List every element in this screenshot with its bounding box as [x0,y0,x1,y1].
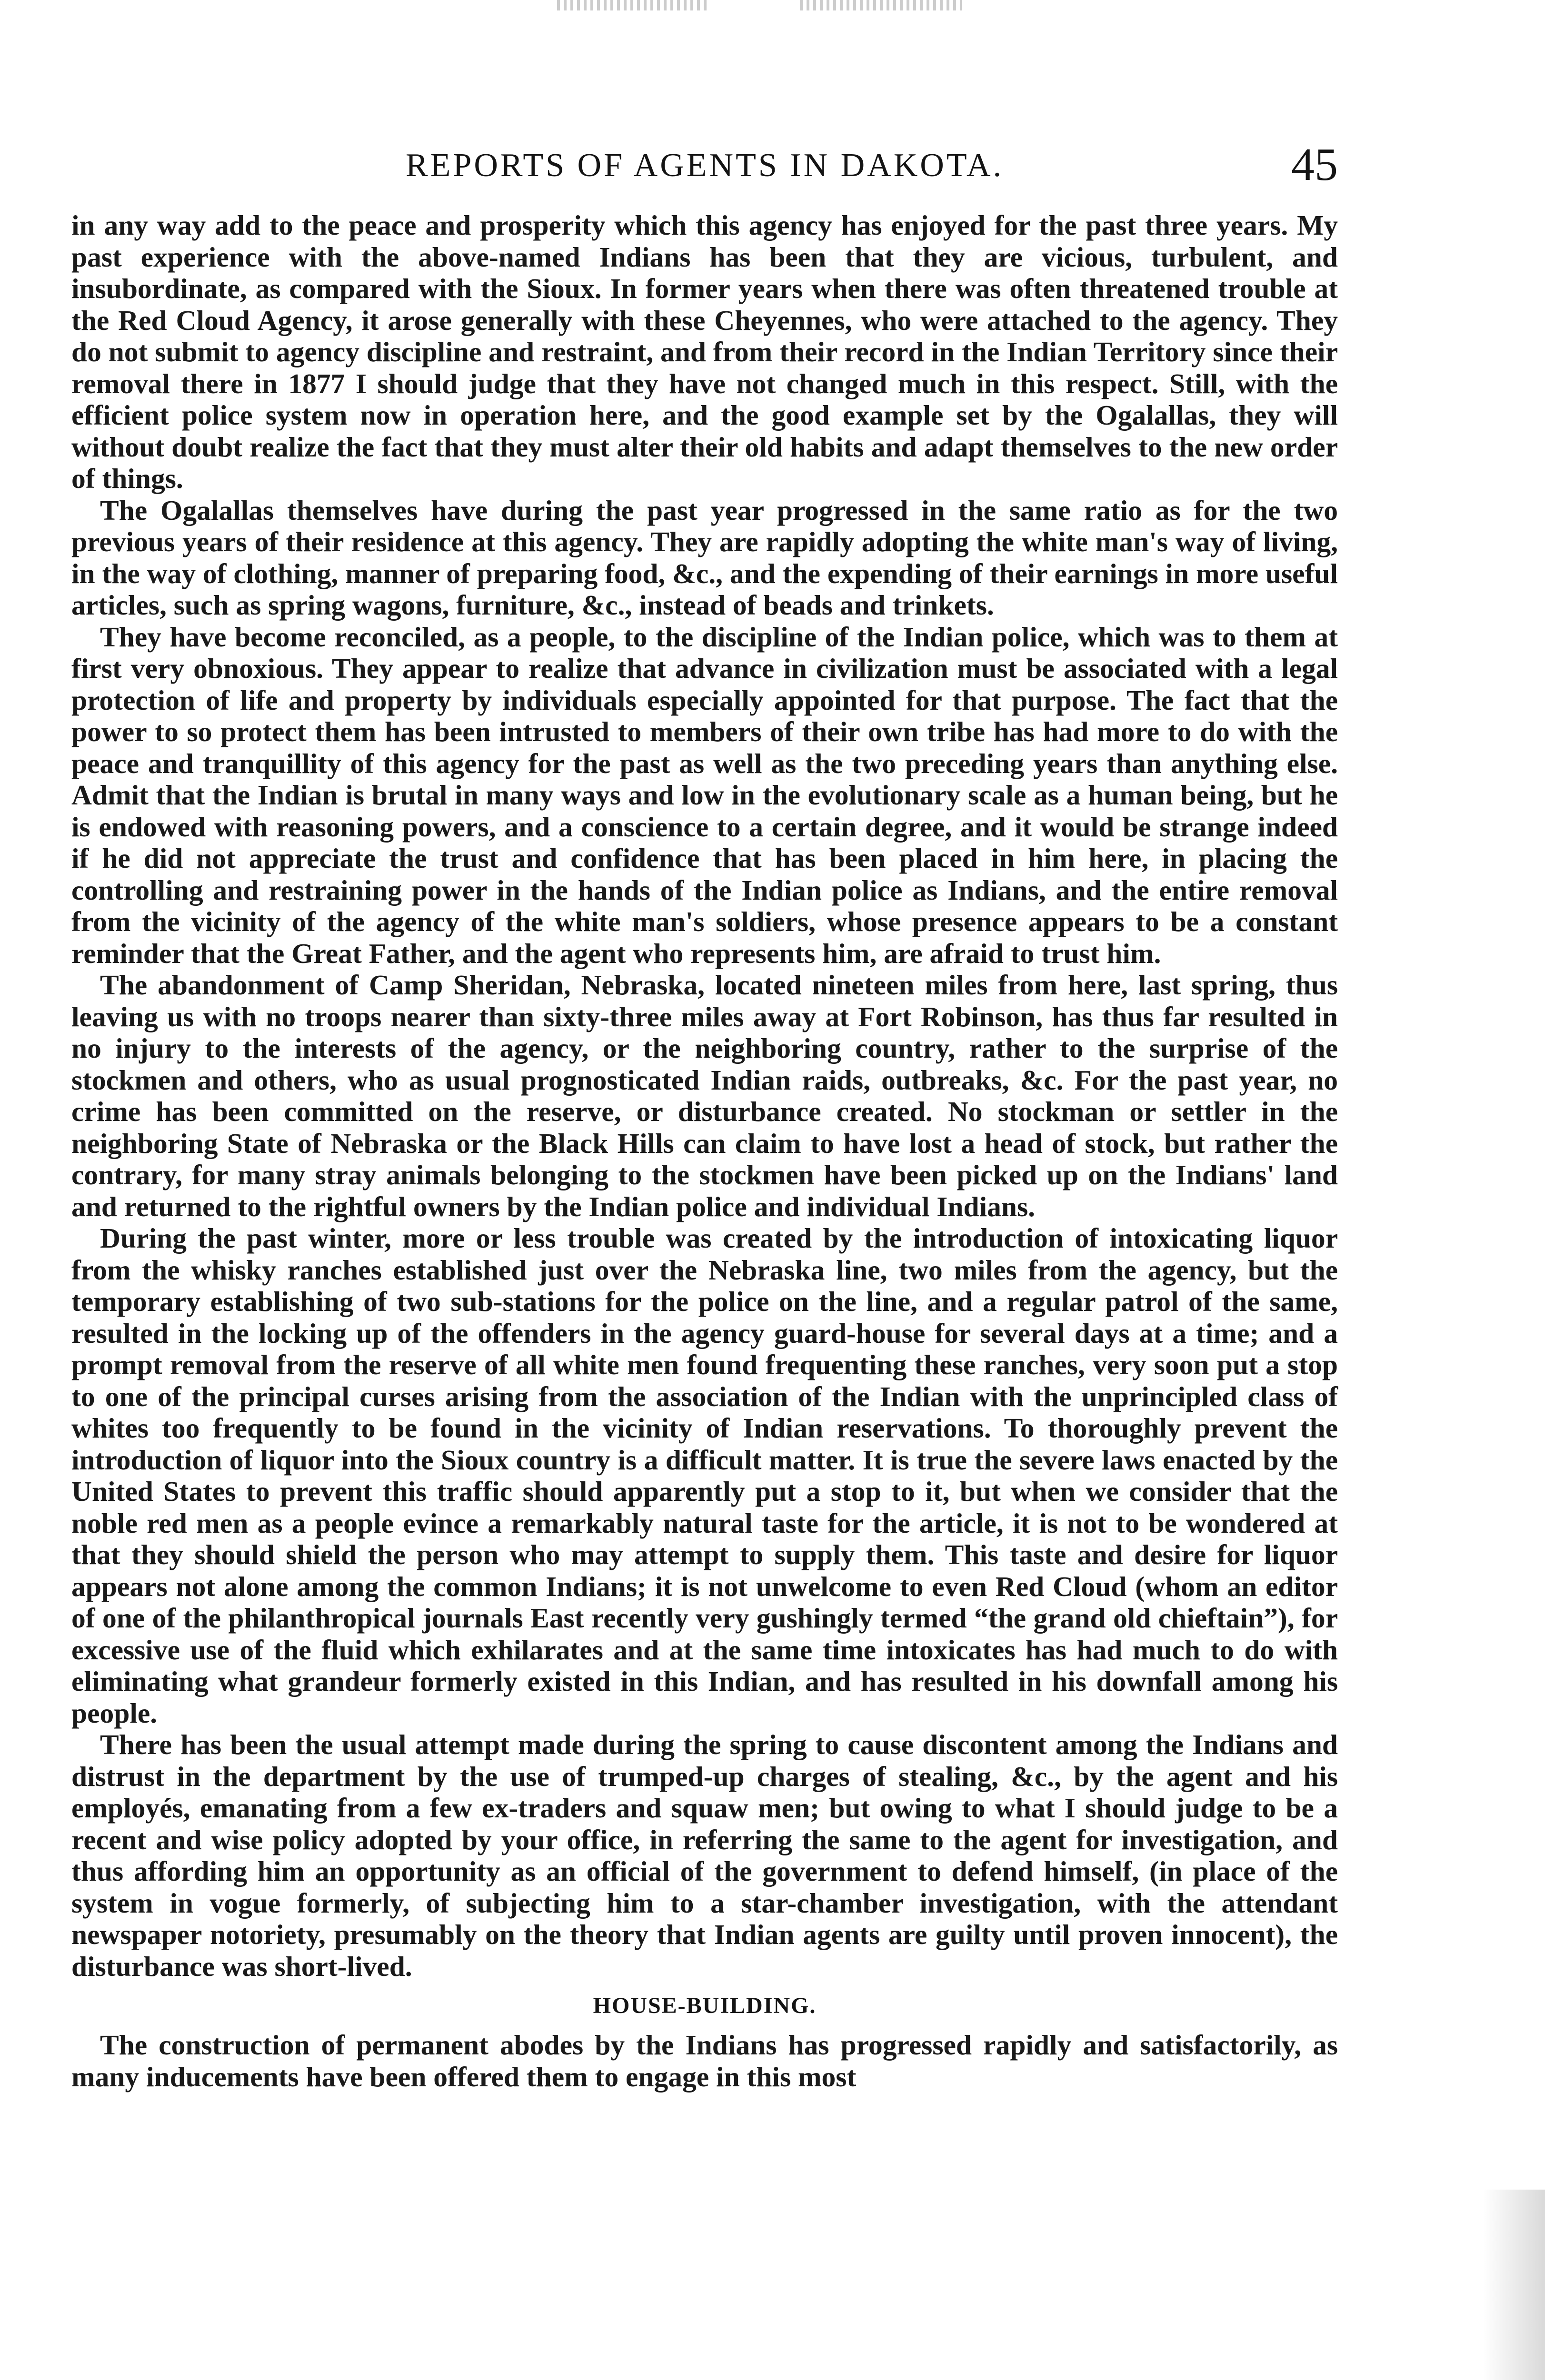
body-text [71,209,1338,2092]
paragraph-5: During the past winter, more or less trouble was created by the introduction of intoxicating liquor from the whisky ranches established just over the Nebraska line, two miles from the agency, but the temporary establishing of two sub-stations for the police on the line, and a regular patrol of the same, resulted in the locking up of the offenders in the agency guard-house for several days at a time; and a prompt removal from the reserve of all white men found frequenting these ranches, very soon put a stop to one of the principal curses arising from the association of the Indian with the unprincipled class of whites too frequently to be found in the vicinity of Indian reservations. To thoroughly prevent the introduction of liquor into the Sioux country is a difficult matter. It is true the severe laws enacted by the United States to prevent this traffic should apparently put a stop to it, but when we consider that the noble red men as a people evince a remarkably natural taste for the article, it is not to be wondered at that they should shield the person who may attempt to supply them. This taste and desire for liquor appears not alone among the common Indians; it is not unwelcome to even Red Cloud (whom an editor of one of the philanthropical journals East recently very gushingly termed “the grand old chieftain”), for excessive use of the fluid which exhilarates and at the same time intoxicates has had much to do with eliminating what grandeur formerly existed in this Indian, and has resulted in his downfall among his people. [71,1222,1338,1729]
page-number: 45 [1291,139,1338,190]
section-paragraph: The construction of permanent abodes by the Indians has progressed rapidly and satisfactorily, as many inducements have been offered them to engage in this most [71,2029,1338,2092]
scan-artifact-left [557,0,709,10]
paragraph-6: There has been the usual attempt made during the spring to cause discontent among the Indians and distrust in the department by the use of trumped-up charges of stealing, &c., by the agent and his employés, emanating from a few ex-traders and squaw men; but owing to what I should judge to be a recent and wise policy adopted by your office, in referring the same to the agent for investigation, and thus affording him an opportunity as an official of the government to defend himself, (in place of the system in vogue formerly, of subjecting him to a star-chamber investigation, with the attendant newspaper notoriety, presumably on the theory that Indian agents are guilty until proven innocent), the disturbance was short-lived. [71,1729,1338,1982]
paragraph-1: in any way add to the peace and prosperity which this agency has enjoyed for the past three years. My past experience with the above-named Indians has been that they are vicious, turbulent, and insubordinate, as compared with the Sioux. In former years when there was often threatened trouble at the Red Cloud Agency, it arose generally with these Cheyennes, who were attached to the agency. They do not submit to agency discipline and restraint, and from their record in the Indian Territory since their removal there in 1877 I should judge that they have not changed much in this respect. Still, with the efficient police system now in operation here, and the good example set by the Ogalallas, they will without doubt realize the fact that they must alter their old habits and adapt themselves to the new order of things. [71,209,1338,494]
paragraph-2: The Ogalallas themselves have during the past year progressed in the same ratio as for the two previous years of their residence at this agency. They are rapidly adopting the white man's way of living, in the way of clothing, manner of preparing food, &c., and the expending of their earnings in more useful articles, such as spring wagons, furniture, &c., instead of beads and trinkets. [71,494,1338,621]
document-page [71,138,1338,2092]
paragraph-4: The abandonment of Camp Sheridan, Nebraska, located nineteen miles from here, last spring, thus leaving us with no troops nearer than sixty-three miles away at Fort Robinson, has thus far resulted in no injury to the interests of the agency, or the neighboring country, rather to the surprise of the stockmen and others, who as usual prognosticated Indian raids, outbreaks, &c. For the past year, no crime has been committed on the reserve, or disturbance created. No stockman or settler in the neighboring State of Nebraska or the Black Hills can claim to have lost a head of stock, but rather the contrary, for many stray animals belonging to the stockmen have been picked up on the Indians' land and returned to the rightful owners by the Indian police and individual Indians. [71,969,1338,1222]
page-edge-shadow [1483,2190,1545,2380]
running-head [71,138,1338,209]
scan-artifact-right [800,0,962,10]
page-title: REPORTS OF AGENTS IN DAKOTA. [405,147,1004,184]
section-heading: HOUSE-BUILDING. [593,1993,817,2018]
paragraph-3: They have become reconciled, as a people, to the discipline of the Indian police, which was to them at first very obnoxious. They appear to realize that advance in civilization must be associated with a legal protection of life and property by individuals especially appointed for that purpose. The fact that the power to so protect them has been intrusted to members of their own tribe has had more to do with the peace and tranquillity of this agency for the past as well as the two preceding years than anything else. Admit that the Indian is brutal in many ways and low in the evolutionary scale as a human being, but he is endowed with reasoning powers, and a conscience to a certain degree, and it would be strange indeed if he did not appreciate the trust and confidence that has been placed in him here, in placing the controlling and restraining power in the hands of the Indian police as Indians, and the entire removal from the vicinity of the agency of the white man's soldiers, whose presence appears to be a constant reminder that the Great Father, and the agent who represents him, are afraid to trust him. [71,621,1338,969]
